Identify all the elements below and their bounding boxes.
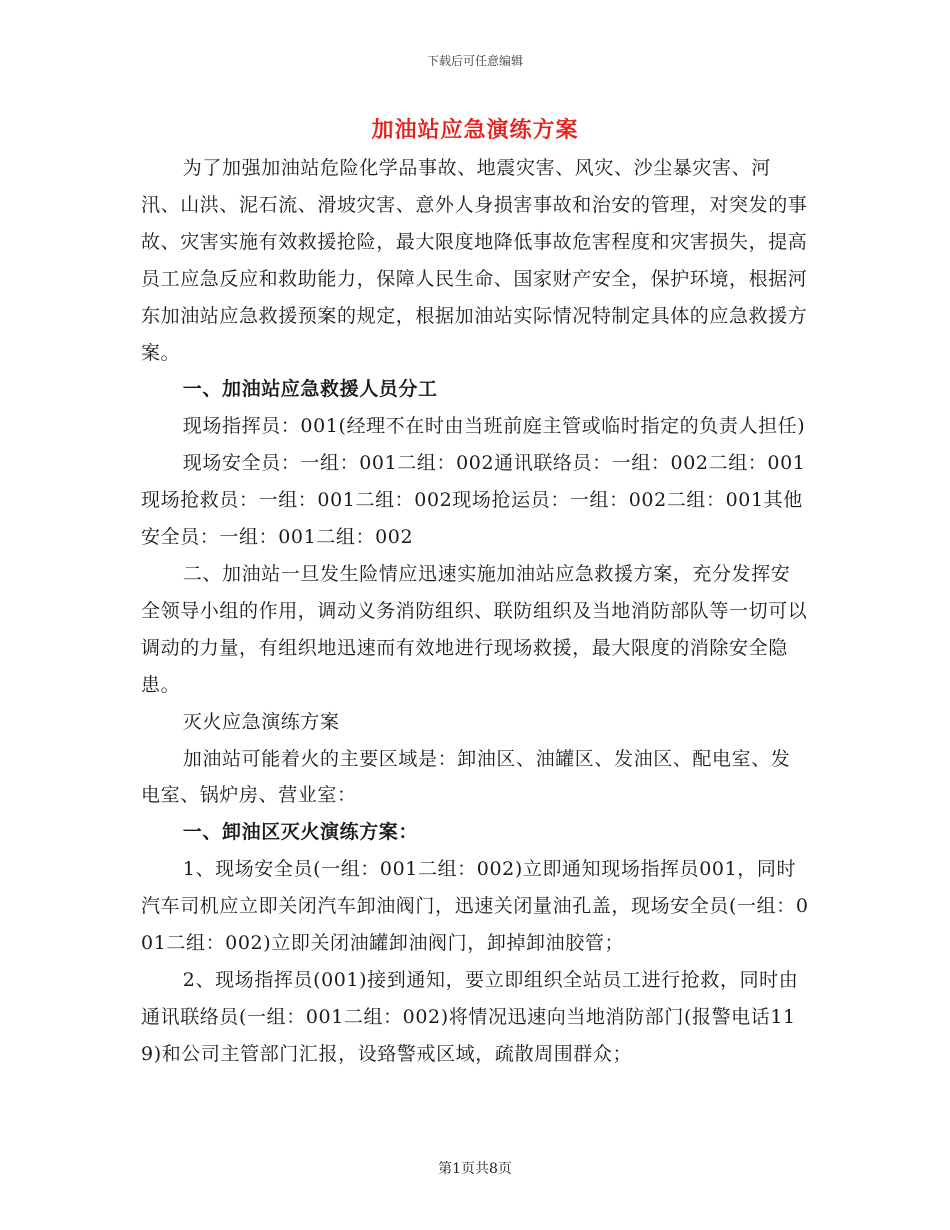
header-note: 下载后可任意编辑	[426, 54, 523, 68]
paragraph-roles: 现场安全员：一组：001二组：002通讯联络员：一组：002二组：001现场抢救员：一组：001二组：002现场抢运员：一组：002二组：001其他安全员：一组：001二组：002	[141, 452, 806, 549]
paragraph-emergency-response: 二、加油站一旦发生险情应迅速实施加油站应急救援方案，充分发挥安全领导小组的作用，调动义务消防组织、联防组织及当地消防部队等一切可以调动的力量，有组织地迅速而有效地进行现场救援，最大限度的消除安全隐患。	[141, 562, 808, 696]
paragraph-fire-areas: 加油站可能着火的主要区域是：卸油区、油罐区、发油区、配电室、发电室、锅炉房、营业室：	[141, 747, 791, 807]
paragraph-step-1: 1、现场安全员(一组：001二组：002)立即通知现场指挥员001，同时汽车司机应立即关闭汽车卸油阀门，迅速关闭量油孔盖，现场安全员(一组：001二组：002)立即关闭油罐卸油阀门，卸掉卸油胶管；	[141, 858, 809, 955]
section-heading-personnel: 一、加油站应急救援人员分工	[182, 378, 438, 401]
paragraph-step-2: 2、现场指挥员(001)接到通知，要立即组织全站员工进行抢救，同时由通讯联络员(一组：001二组：002)将情况迅速向当地消防部门(报警电话119)和公司主管部门汇报，设臵警戒区域，疏散周围群众；	[141, 968, 799, 1065]
document-body	[141, 150, 809, 1073]
section-heading-unloading: 一、卸油区灭火演练方案：	[182, 821, 418, 844]
paragraph-commander: 现场指挥员：001(经理不在时由当班前庭主管或临时指定的负责人担任)	[182, 415, 806, 438]
page-footer: 第1页共8页	[438, 1161, 512, 1177]
document-title: 加油站应急演练方案	[371, 117, 579, 143]
paragraph-intro: 为了加强加油站危险化学品事故、地震灾害、风灾、沙尘暴灾害、河汛、山洪、泥石流、滑坡灾害、意外人身损害事故和治安的管理，对突发的事故、灾害实施有效救援抢险，最大限度地降低事故危害程度和灾害损失，提高员工应急反应和救助能力，保障人民生命、国家财产安全，保护环境，根据河东加油站应急救援预案的规定，根据加油站实际情况特制定具体的应急救援方案。	[141, 157, 808, 364]
subheading-fire-drill: 灭火应急演练方案	[182, 710, 340, 733]
